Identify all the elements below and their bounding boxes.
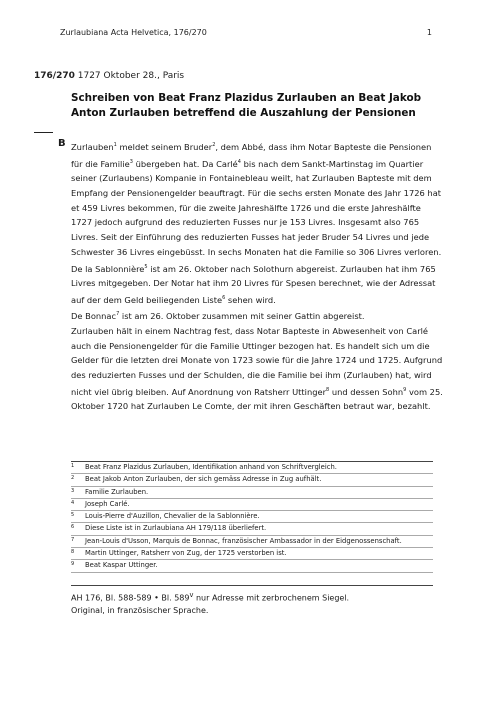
running-head (60, 28, 432, 37)
footnote (71, 511, 433, 523)
paragraph-2 (71, 260, 443, 308)
footnote-ref[interactable]: 4 (237, 158, 241, 165)
footnote-ref[interactable]: 2 (212, 142, 216, 148)
footnote-number: 5 (71, 512, 75, 519)
text: ist am 26. Oktober zusammen mit seiner Gattin abgereist. (119, 311, 365, 322)
text: ist am 26. Oktober nach Solothurn abgereist. Zurlauben hat ihm 765 Livres mitgegeben. Der Notar hat ihm 20 Livres für Spesen berechnet, wie der Adressat auf der dem Geld beiliegenden Liste (71, 263, 436, 305)
footnote-ref[interactable]: 5 (144, 263, 148, 270)
footnote (71, 560, 433, 572)
section-rule (34, 132, 53, 133)
footnote-ref[interactable]: 6 (222, 294, 226, 301)
footnote-ref[interactable]: 1 (113, 142, 117, 148)
footnote-ref[interactable]: 3 (129, 158, 133, 165)
footnote (71, 548, 433, 560)
footnote-text: Beat Jakob Anton Zurlauben, der sich gemäss Adresse in Zug aufhält. (85, 475, 322, 484)
footnote-text: Louis-Pierre d'Auzillon, Chevalier de la Sablonnière. (85, 512, 260, 521)
footnote-number: 2 (71, 475, 75, 482)
text: nur Adresse mit zerbrochenem Siegel. (193, 593, 350, 603)
document-header (34, 71, 184, 81)
text: AH 176, Bl. 588-589 • Bl. 589 (71, 593, 190, 603)
footnote-text: Diese Liste ist in Zurlaubiana AH 179/118 überliefert. (85, 524, 267, 533)
running-head-title: Zurlaubiana Acta Helvetica, 176/270 (60, 28, 207, 37)
source-line-1 (71, 589, 433, 605)
footnote-text: Jean-Louis d'Usson, Marquis de Bonnac, französischer Ambassador in der Eidgenossenschaft. (85, 536, 402, 545)
text: und dessen Sohn (329, 386, 404, 397)
footnote-ref[interactable]: 9 (403, 386, 407, 393)
footnote-number: 1 (71, 463, 75, 469)
text: sehen wird. (225, 294, 276, 305)
footnote-number: 7 (71, 536, 75, 543)
footnote-text: Beat Kaspar Uttinger. (85, 561, 158, 570)
footnote-ref[interactable]: 8 (326, 386, 330, 393)
footnote-text: Beat Franz Plazidus Zurlauben, Identifikation anhand von Schriftvergleich. (85, 463, 337, 471)
page-number: 1 (426, 28, 432, 37)
section-marker: B (58, 138, 66, 149)
text: meldet seinem Bruder (116, 141, 213, 152)
footnote-text: Familie Zurlauben. (85, 487, 149, 496)
footnote (71, 536, 433, 548)
text: Zurlauben hält in einem Nachtrag fest, dass Notar Bapteste in Abwesenheit von Carlé auch die Pensionengelder für die Familie Uttinger bezogen hat. Es handelt sich um die Gelder für die letzten drei Monate von 1723 sowie für die Jahre 1724 und 1725. Aufgrund des reduzierten Fusses und der Schulden, die die Familie bei ihm (Zurlauben) hat, wird nicht viel übrig bleiben. Auf Anordnung von Ratsherr Uttinger (71, 325, 443, 397)
paragraph-4 (71, 324, 443, 414)
footnote (71, 499, 433, 511)
footnote-text: Martin Uttinger, Ratsherr von Zug, der 1725 verstorben ist. (85, 549, 287, 558)
document-title: Schreiben von Beat Franz Plazidus Zurlauben an Beat Jakob Anton Zurlauben betreffend die Auszahlung der Pensionen (71, 92, 422, 119)
footnote-list (71, 461, 433, 573)
document-date-place: 1727 Oktober 28., Paris (77, 71, 185, 81)
text: bis nach dem Sankt-Martinstag im Quartier seiner (Zurlaubens) Kompanie in Fontainebleau weilt, hat Zurlauben Bapteste mit dem Empfang der Pensionengelder beauftragt. Für die sechs ersten Monate des Jahr 1726 hat et 459 Livres bekommen, für die zweite Jahreshälfte 1726 und die erste Jahreshälfte 1727 jedoch aufgrund des reduzierten Fusses nur je 153 Livres. Insgesamt also 765 Livres. Seit der Einführung des reduzierten Fusses hat jeder Bruder 54 Livres und jede Schwester 36 Livres eingebüsst. In sechs Monaten hat die Familie so 306 Livres verloren. (71, 158, 442, 257)
text: vom 25. Oktober 1720 hat Zurlauben Le Comte, der mit ihren Geschäften betraut war, bezahlt. (71, 386, 443, 412)
footnote-number: 3 (71, 487, 75, 494)
footnote-number: 9 (71, 561, 75, 568)
footnote (71, 462, 433, 474)
text: übergeben hat. Da Carlé (132, 158, 238, 169)
footnote-number: 6 (71, 524, 75, 531)
regest-body (71, 138, 443, 414)
text: De la Sablonnière (71, 263, 145, 274)
footnote (71, 474, 433, 486)
text: De Bonnac (71, 311, 117, 322)
footnote-ref[interactable]: 7 (116, 311, 120, 318)
footnote (71, 487, 433, 499)
paragraph-3 (71, 307, 443, 324)
document-number: 176/270 (34, 71, 75, 81)
source-line-2: Original, in französischer Sprache. (71, 605, 209, 615)
text: Zurlauben (71, 141, 114, 152)
text: , dem Abbé, dass ihm Notar Bapteste die Pensionen für die Familie (71, 141, 432, 169)
source-note (71, 585, 433, 617)
footnote (71, 523, 433, 535)
verso-mark: v (189, 591, 194, 599)
footnote-number: 8 (71, 549, 75, 556)
paragraph-1 (71, 138, 443, 260)
footnote-text: Joseph Carlé. (85, 499, 130, 508)
footnote-number: 4 (71, 499, 75, 506)
